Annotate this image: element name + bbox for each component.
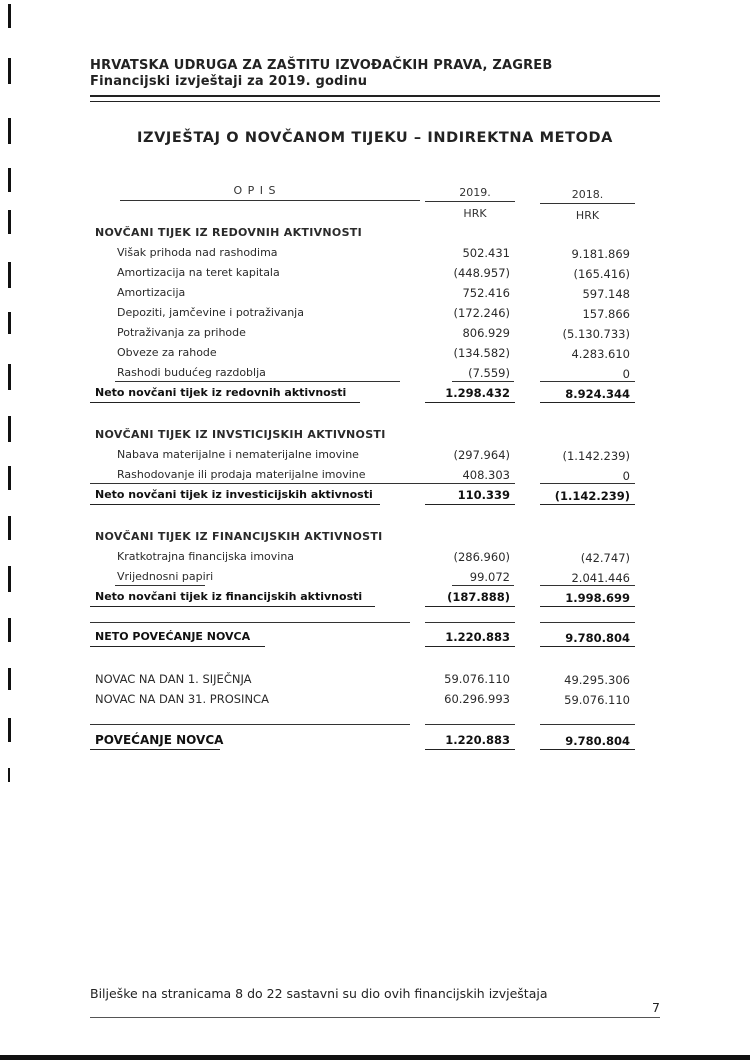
page-bottom-edge <box>0 1055 750 1060</box>
total-underline <box>425 646 515 647</box>
subtotal-rule <box>452 585 514 586</box>
value-2019: (286.960) <box>453 550 510 564</box>
header-rule <box>90 95 660 97</box>
report-period: Financijski izvještaji za 2019. godinu <box>90 74 368 89</box>
row-label: Rashodovanje ili prodaja materijalne imovine <box>117 468 366 481</box>
total-underline <box>425 606 515 607</box>
value-2019: (448.957) <box>453 266 510 280</box>
currency-2018: HRK <box>575 209 600 222</box>
binding-edge <box>0 0 18 1060</box>
value-2019: (172.246) <box>453 306 510 320</box>
header-underline <box>540 203 635 204</box>
value-2018: 2.041.446 <box>571 571 630 585</box>
subtotal-rule <box>115 585 205 586</box>
value-2019: 806.929 <box>462 326 510 340</box>
total-underline <box>540 402 635 403</box>
total-underline <box>90 606 375 607</box>
cash-end-2018: 59.076.110 <box>564 693 630 707</box>
total-label: Neto novčani tijek iz investicijskih aktivnosti <box>95 488 373 501</box>
value-2018: 597.148 <box>582 287 630 301</box>
cash-start-label: NOVAC NA DAN 1. SIJEČNJA <box>95 672 252 686</box>
total-label: Neto novčani tijek iz redovnih aktivnosti <box>95 386 347 399</box>
total-2019: (187.888) <box>447 590 510 604</box>
net-increase-2018: 9.780.804 <box>565 631 630 645</box>
row-label: Amortizacija na teret kapitala <box>117 266 280 279</box>
total-2018: 8.924.344 <box>565 387 630 401</box>
total-2018: 1.998.699 <box>565 591 630 605</box>
value-2018: 9.181.869 <box>571 247 630 261</box>
row-label: Potraživanja za prihode <box>117 326 246 339</box>
total-underline <box>90 402 360 403</box>
value-2018: (5.130.733) <box>562 327 630 341</box>
column-header-description: O P I S <box>233 184 277 197</box>
increase-2019: 1.220.883 <box>445 733 510 747</box>
total-2018: (1.142.239) <box>554 489 630 503</box>
row-label: Nabava materijalne i nematerijalne imovine <box>117 448 359 461</box>
net-increase-2019: 1.220.883 <box>445 630 510 644</box>
row-label: Kratkotrajna financijska imovina <box>117 550 295 563</box>
total-underline <box>90 504 380 505</box>
section-rule <box>90 724 410 725</box>
total-underline <box>540 646 635 647</box>
row-label: Obveze za rahode <box>117 346 217 359</box>
total-underline <box>540 749 635 750</box>
section-rule <box>425 724 515 725</box>
value-2019: 752.416 <box>462 286 510 300</box>
section-rule <box>90 622 410 623</box>
document-header <box>90 58 552 90</box>
value-2018: 4.283.610 <box>571 347 630 361</box>
cash-start-2018: 49.295.306 <box>564 673 630 687</box>
net-increase-label: NETO POVEĆANJE NOVCA <box>95 630 251 643</box>
currency-2019: HRK <box>463 207 487 220</box>
subtotal-rule <box>540 381 635 382</box>
increase-2018: 9.780.804 <box>565 734 630 748</box>
total-underline <box>540 504 635 505</box>
header-underline <box>120 200 420 201</box>
value-2019: 408.303 <box>462 468 510 482</box>
organization-name: HRVATSKA UDRUGA ZA ZAŠTITU IZVOĐAČKIH PRAVA, ZAGREB <box>90 58 553 73</box>
subtotal-rule <box>90 483 515 484</box>
row-label: Rashodi budućeg razdoblja <box>117 366 266 379</box>
increase-label: POVEĆANJE NOVCA <box>95 733 224 747</box>
subtotal-rule <box>452 381 514 382</box>
value-2018: 0 <box>622 469 630 483</box>
cash-start-2019: 59.076.110 <box>444 672 510 686</box>
column-header-2019: 2019. <box>459 186 491 199</box>
total-underline <box>425 504 515 505</box>
row-label: Višak prihoda nad rashodima <box>117 246 278 259</box>
total-underline <box>90 749 220 750</box>
section-title-financing: NOVČANI TIJEK IZ FINANCIJSKIH AKTIVNOSTI <box>95 530 383 543</box>
subtotal-rule <box>540 483 635 484</box>
section-rule <box>540 724 635 725</box>
value-2019: (297.964) <box>453 448 510 462</box>
value-2018: 157.866 <box>582 307 630 321</box>
total-underline <box>425 749 515 750</box>
footer-rule <box>90 1017 660 1018</box>
cash-end-2019: 60.296.993 <box>444 692 510 706</box>
row-label: Amortizacija <box>117 286 186 299</box>
section-title-investing: NOVČANI TIJEK IZ INVSTICIJSKIH AKTIVNOSTI <box>95 428 386 441</box>
report-title: IZVJEŠTAJ O NOVČANOM TIJEKU – INDIREKTNA METODA <box>136 130 614 146</box>
value-2018: (1.142.239) <box>562 449 630 463</box>
section-rule <box>540 622 635 623</box>
column-header-2018: 2018. <box>571 188 604 201</box>
value-2019: 502.431 <box>462 246 510 260</box>
value-2018: 0 <box>622 367 630 381</box>
footer-note: Bilješke na stranicama 8 do 22 sastavni su dio ovih financijskih izvještaja <box>90 986 548 1001</box>
total-underline <box>90 646 265 647</box>
section-title-operating: NOVČANI TIJEK IZ REDOVNIH AKTIVNOSTI <box>95 226 362 239</box>
row-label: Vrijednosni papiri <box>117 570 214 583</box>
total-underline <box>425 402 515 403</box>
page-number: 7 <box>652 1000 660 1015</box>
cash-end-label: NOVAC NA DAN 31. PROSINCA <box>95 692 269 706</box>
total-underline <box>540 606 635 607</box>
value-2019: 99.072 <box>469 570 510 584</box>
total-2019: 110.339 <box>457 488 510 502</box>
value-2018: (42.747) <box>580 551 630 565</box>
value-2019: (134.582) <box>453 346 510 360</box>
section-rule <box>425 622 515 623</box>
header-rule-thin <box>90 101 660 102</box>
header-underline <box>425 201 515 202</box>
row-label: Depoziti, jamčevine i potraživanja <box>117 306 304 319</box>
value-2019: (7.559) <box>468 366 510 380</box>
total-2019: 1.298.432 <box>445 386 510 400</box>
subtotal-rule <box>115 381 400 382</box>
total-label: Neto novčani tijek iz financijskih aktivnosti <box>95 590 363 603</box>
subtotal-rule <box>540 585 635 586</box>
value-2018: (165.416) <box>573 267 630 281</box>
